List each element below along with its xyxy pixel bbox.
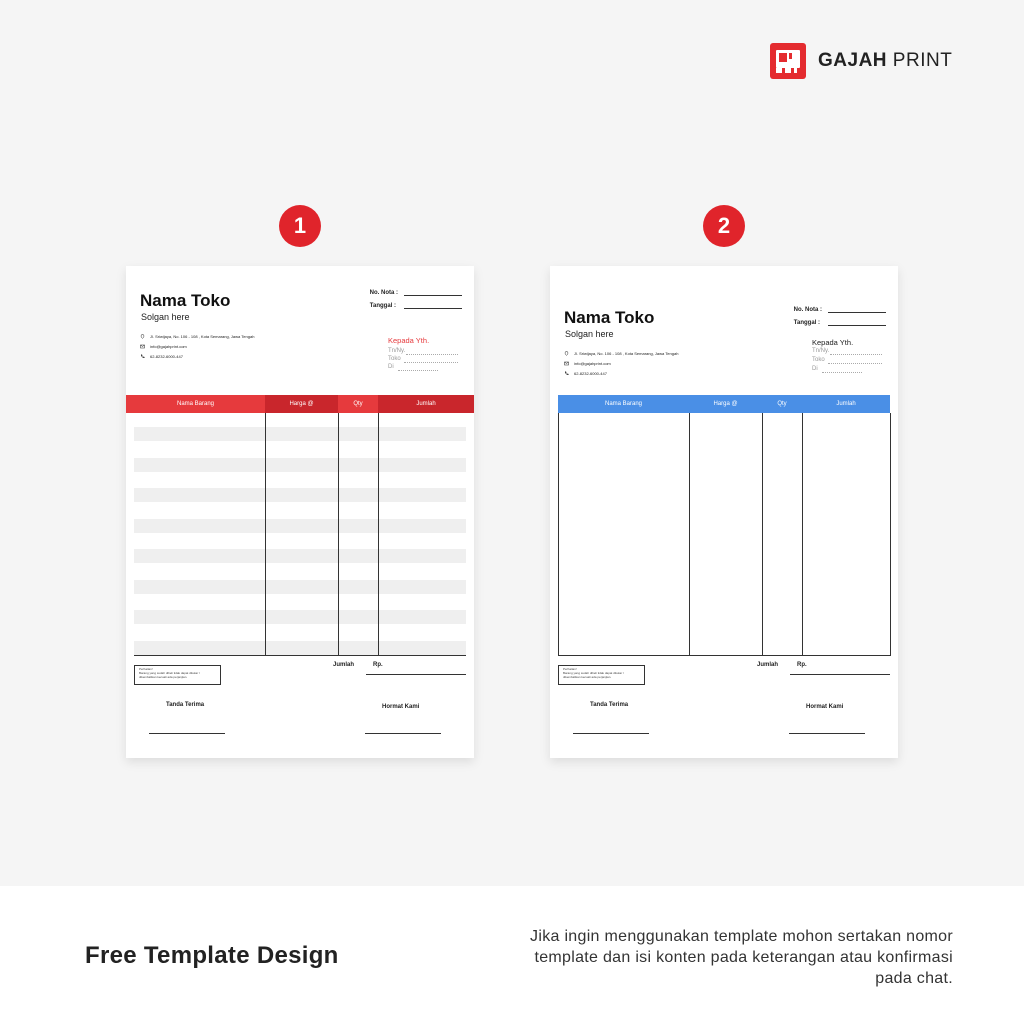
table-row-stripe xyxy=(134,610,466,624)
mail-icon xyxy=(140,344,145,349)
address-text: Jl. Sriwijaya, No. 106 - 108 , Kota Semarang, Jawa Tengah xyxy=(150,334,255,339)
elephant-logo-icon xyxy=(770,43,806,79)
tanda-terima-label: Tanda Terima xyxy=(166,702,205,708)
template-number-badge-1: 1 xyxy=(279,205,321,247)
notice-box xyxy=(558,665,645,685)
col-divider xyxy=(802,413,803,655)
signature-right[interactable] xyxy=(364,732,442,738)
col-divider xyxy=(689,413,690,655)
shop-slogan: Solgan here xyxy=(141,312,190,322)
brand-name-bold: GAJAH xyxy=(818,50,888,71)
col-harga: Harga @ xyxy=(265,395,338,413)
col-divider xyxy=(378,413,379,655)
col-qty: Qty xyxy=(338,395,378,413)
col-divider xyxy=(762,413,763,655)
nota-field[interactable] xyxy=(404,295,462,296)
col-divider xyxy=(338,413,339,655)
col-harga: Harga @ xyxy=(689,395,762,413)
col-divider xyxy=(265,413,266,655)
location-pin-icon xyxy=(564,351,569,356)
brand-name-light: PRINT xyxy=(892,50,953,71)
footer-title: Free Template Design xyxy=(85,942,339,969)
address-row xyxy=(564,351,678,356)
date-label: Tanggal : xyxy=(369,303,396,309)
jumlah-total-label: Jumlah xyxy=(757,662,779,668)
nota-label: No. Nota : xyxy=(369,290,398,296)
invoice-template-1[interactable] xyxy=(126,266,474,758)
notice-box xyxy=(134,665,221,685)
toko-field[interactable] xyxy=(404,362,458,363)
table-header xyxy=(558,395,890,413)
hormat-kami-label: Hormat Kami xyxy=(806,704,844,710)
tanda-terima-label: Tanda Terima xyxy=(590,702,629,708)
nota-label: No. Nota : xyxy=(793,307,822,313)
col-nama-barang: Nama Barang xyxy=(558,395,689,413)
table-header xyxy=(126,395,474,413)
hormat-kami-label: Hormat Kami xyxy=(382,704,420,710)
col-jumlah: Jumlah xyxy=(378,395,474,413)
notice-text: Barang yang sudah dibeli tidak dapat ditukar / dikembalikan kecuali ada perjanjian. xyxy=(563,670,624,679)
table-bottom-line xyxy=(134,655,466,656)
table-row-stripe xyxy=(134,549,466,563)
signature-right[interactable] xyxy=(788,732,866,738)
address-text: Jl. Sriwijaya, No. 106 - 108 , Kota Semarang, Jawa Tengah xyxy=(574,351,679,356)
tnny-field[interactable] xyxy=(406,354,458,355)
toko-label: Toko xyxy=(388,356,401,362)
col-qty: Qty xyxy=(762,395,802,413)
toko-field[interactable] xyxy=(828,363,882,364)
di-field[interactable] xyxy=(398,370,438,371)
jumlah-total-label: Jumlah xyxy=(333,662,355,668)
shop-slogan: Solgan here xyxy=(565,329,614,339)
table-row-stripe xyxy=(134,458,466,472)
tnny-field[interactable] xyxy=(830,354,882,355)
email-text: info@gajahprint.com xyxy=(574,361,611,366)
date-label: Tanggal : xyxy=(793,320,820,326)
shop-name: Nama Toko xyxy=(564,308,655,327)
table-row-stripe xyxy=(134,488,466,502)
toko-label: Toko xyxy=(812,357,825,363)
footer xyxy=(0,886,1024,1024)
template-number-badge-2: 2 xyxy=(703,205,745,247)
tnny-label: Tn/Ny. xyxy=(388,348,406,354)
notice-text: Barang yang sudah dibeli tidak dapat ditukar / dikembalikan kecuali ada perjanjian. xyxy=(139,670,200,679)
date-field[interactable] xyxy=(828,325,886,326)
signature-left[interactable] xyxy=(572,732,650,738)
address-row xyxy=(140,334,254,339)
signature-left[interactable] xyxy=(148,732,226,738)
table-body[interactable] xyxy=(558,413,891,656)
phone-row xyxy=(564,371,607,376)
table-row-stripe xyxy=(134,641,466,655)
nota-field[interactable] xyxy=(828,312,886,313)
total-field[interactable] xyxy=(366,674,466,675)
tnny-label: Tn/Ny. xyxy=(812,348,830,354)
phone-icon xyxy=(564,371,569,376)
invoice-template-2[interactable] xyxy=(550,266,898,758)
di-label: Di xyxy=(812,366,818,372)
rp-label: Rp. xyxy=(797,662,807,668)
rp-label: Rp. xyxy=(373,662,383,668)
date-field[interactable] xyxy=(404,308,462,309)
phone-text: 62-8232-6000-447 xyxy=(574,371,607,376)
notice-title: Perhatian! xyxy=(563,667,577,671)
email-row xyxy=(564,361,611,366)
shop-name: Nama Toko xyxy=(140,291,231,310)
col-nama-barang: Nama Barang xyxy=(126,395,265,413)
phone-text: 62-8232-6000-447 xyxy=(150,354,183,359)
col-jumlah: Jumlah xyxy=(802,395,890,413)
kepada-label: Kepada Yth. xyxy=(812,338,854,347)
table-row-stripe xyxy=(134,427,466,441)
kepada-label: Kepada Yth. xyxy=(388,336,430,345)
phone-icon xyxy=(140,354,145,359)
brand-name xyxy=(818,50,952,72)
mail-icon xyxy=(564,361,569,366)
phone-row xyxy=(140,354,183,359)
di-label: Di xyxy=(388,364,394,370)
email-text: info@gajahprint.com xyxy=(150,344,187,349)
di-field[interactable] xyxy=(822,372,862,373)
brand-logo-group xyxy=(770,43,952,79)
footer-note: Jika ingin menggunakan template mohon sertakan nomor template dan isi konten pada keterangan atau konfirmasi pada chat. xyxy=(530,928,953,987)
total-field[interactable] xyxy=(790,674,890,675)
location-pin-icon xyxy=(140,334,145,339)
table-row-stripe xyxy=(134,580,466,594)
email-row xyxy=(140,344,187,349)
notice-title: Perhatian! xyxy=(139,667,153,671)
table-row-stripe xyxy=(134,519,466,533)
